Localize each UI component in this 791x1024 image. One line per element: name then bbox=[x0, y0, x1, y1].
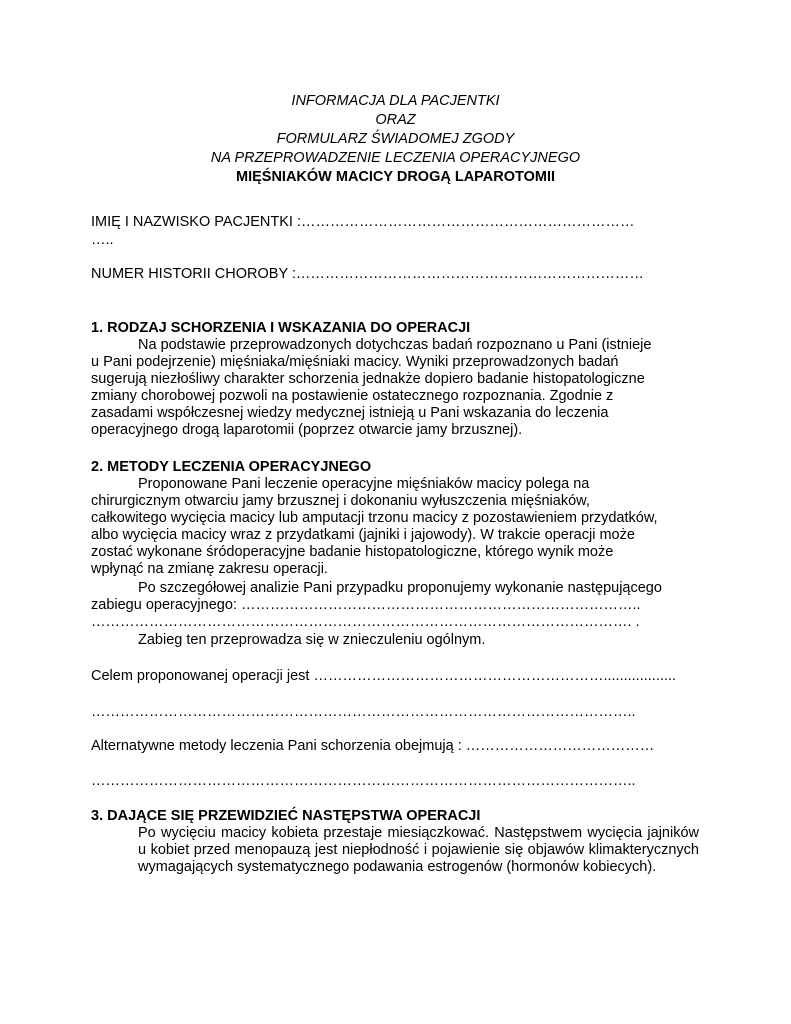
section1-line: u Pani podejrzenie) mięśniaka/mięśniaki macicy. Wyniki przeprowadzonych badań bbox=[91, 354, 619, 370]
procedure-field: zabiegu operacyjnego: ……………………………………………………………………….. bbox=[91, 597, 641, 613]
title-line-4: NA PRZEPROWADZENIE LECZENIA OPERACYJNEGO bbox=[210, 150, 581, 166]
section2-line: zostać wykonane śródoperacyjne badanie histopatologiczne, którego wynik może bbox=[91, 544, 614, 560]
title-line-5: MIĘŚNIAKÓW MACICY DROGĄ LAPAROTOMII bbox=[236, 169, 555, 185]
section2-line: Proponowane Pani leczenie operacyjne mięśniaków macicy polega na bbox=[138, 476, 590, 492]
section2-line: Po szczegółowej analizie Pani przypadku proponujemy wykonanie następującego bbox=[138, 580, 662, 596]
procedure-field-cont: …………………………………………………………………………………………………. . bbox=[91, 614, 640, 630]
section1-line: sugerują niezłośliwy charakter schorzenia jednakże dopiero badanie histopatologiczne bbox=[91, 371, 645, 387]
purpose-field: Celem proponowanej operacji jest …………………………………………………….................. bbox=[91, 668, 676, 684]
section1-line: operacyjnego drogą laparotomii (poprzez otwarcie jamy brzusznej). bbox=[91, 422, 523, 438]
purpose-field-cont: ………………………………………………………………………………………………….. bbox=[91, 704, 636, 720]
title-line-2: ORAZ bbox=[375, 112, 416, 128]
section2-line: chirurgicznym otwarciu jamy brzusznej i dokonaniu wyłuszczenia mięśniaków, bbox=[91, 493, 590, 509]
alternative-methods-field: Alternatywne metody leczenia Pani schorzenia obejmują : ………………………………… bbox=[91, 738, 655, 754]
section3-paragraph bbox=[91, 825, 699, 876]
title-line-1: INFORMACJA DLA PACJENTKI bbox=[291, 93, 500, 109]
section3-heading: 3. DAJĄCE SIĘ PRZEWIDZIEĆ NASTĘPSTWA OPERACJI bbox=[91, 808, 481, 824]
section1-heading: 1. RODZAJ SCHORZENIA I WSKAZANIA DO OPERACJI bbox=[91, 320, 471, 336]
section1-line: zasadami współczesnej wiedzy medycznej istnieją u Pani wskazania do leczenia bbox=[91, 405, 609, 421]
title-line-3: FORMULARZ ŚWIADOMEJ ZGODY bbox=[276, 131, 515, 147]
section3-text: Po wycięciu macicy kobieta przestaje miesiączkować. Następstwem wycięcia jajników u kobiet przed menopauzą jest niepłodność i pojawienie się objawów klimakterycznych wymagających systematycznego podawania estrogenów (hormonów kobiecych). bbox=[138, 825, 699, 875]
section2-line: Zabieg ten przeprowadza się w znieczuleniu ogólnym. bbox=[138, 632, 486, 648]
section2-line: całkowitego wycięcia macicy lub amputacji trzonu macicy z pozostawieniem przydatków, bbox=[91, 510, 658, 526]
section2-line: albo wycięcia macicy wraz z przydatkami (jajniki i jajowody). W trakcie operacji może bbox=[91, 527, 635, 543]
section2-line: wpłynąć na zmianę zakresu operacji. bbox=[91, 561, 328, 577]
medical-history-number-field: NUMER HISTORII CHOROBY :……………………………………………………………… bbox=[91, 266, 644, 282]
document-title bbox=[0, 92, 791, 187]
patient-name-field-cont: ….. bbox=[91, 232, 114, 248]
section1-line: zmiany chorobowej pozwoli na postawienie ostatecznego rozpoznania. Zgodnie z bbox=[91, 388, 614, 404]
section2-heading: 2. METODY LECZENIA OPERACYJNEGO bbox=[91, 459, 372, 475]
alternative-methods-field-cont: ………………………………………………………………………………………………….. bbox=[91, 773, 636, 789]
section1-line: Na podstawie przeprowadzonych dotychczas badań rozpoznano u Pani (istnieje bbox=[138, 337, 652, 353]
patient-name-field: IMIĘ I NAZWISKO PACJENTKI :…………………………………………………………… bbox=[91, 214, 635, 230]
